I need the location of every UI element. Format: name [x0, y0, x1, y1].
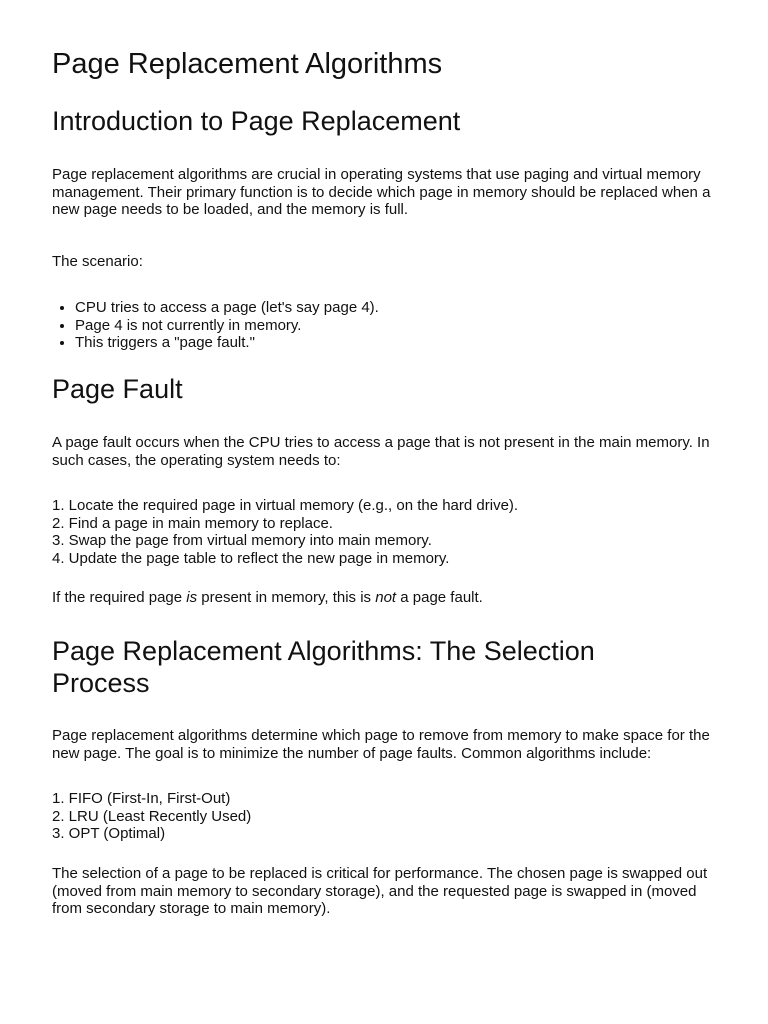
- list-item: 1. FIFO (First-In, First-Out): [52, 790, 231, 807]
- list-item: • CPU tries to access a page (let's say page 4).: [75, 299, 379, 317]
- emphasis-not: not: [375, 589, 397, 606]
- list-item: 2. Find a page in main memory to replace.: [52, 514, 333, 532]
- list-item: 3. OPT (Optimal): [52, 825, 166, 842]
- algorithm-list: [52, 790, 251, 843]
- list-item: 1. Locate the required page in virtual memory (e.g., on the hard drive).: [52, 497, 519, 514]
- page-fault-note: If the required page is present in memory, this is not a page fault.: [52, 589, 483, 606]
- page-fault-heading: Page Fault: [52, 374, 183, 404]
- page-fault-steps: [52, 497, 518, 567]
- list-item: 3. Swap the page from virtual memory into main memory.: [52, 532, 432, 549]
- selection-closing: The selection of a page to be replaced is critical for performance. The chosen page is swapped out (moved from main memory to secondary storage), and the requested page is swapped in (moved from secondary storage to main memory).: [52, 865, 708, 917]
- scenario-label: The scenario:: [52, 253, 143, 270]
- intro-paragraph: Page replacement algorithms are crucial in operating systems that use paging and virtual memory management. Their primary function is to decide which page in memory should be replaced when a new page needs to be loaded, and the memory is full.: [52, 166, 711, 218]
- list-item: 2. LRU (Least Recently Used): [52, 807, 252, 825]
- selection-paragraph: Page replacement algorithms determine which page to remove from memory to make space for the new page. The goal is to minimize the number of page faults. Common algorithms include:: [52, 727, 710, 762]
- document-title: Page Replacement Algorithms: [52, 48, 443, 80]
- emphasis-is: is: [186, 589, 198, 606]
- scenario-list: [52, 299, 379, 352]
- page-fault-paragraph: A page fault occurs when the CPU tries to access a page that is not present in the main memory. In such cases, the operating system needs to:: [52, 434, 710, 469]
- list-item: 4. Update the page table to reflect the new page in memory.: [52, 549, 450, 567]
- selection-heading: Page Replacement Algorithms: The Selection Process: [52, 636, 595, 698]
- intro-heading: Introduction to Page Replacement: [52, 106, 461, 136]
- list-item: • This triggers a "page fault.": [75, 334, 379, 352]
- list-item: • Page 4 is not currently in memory.: [75, 317, 379, 335]
